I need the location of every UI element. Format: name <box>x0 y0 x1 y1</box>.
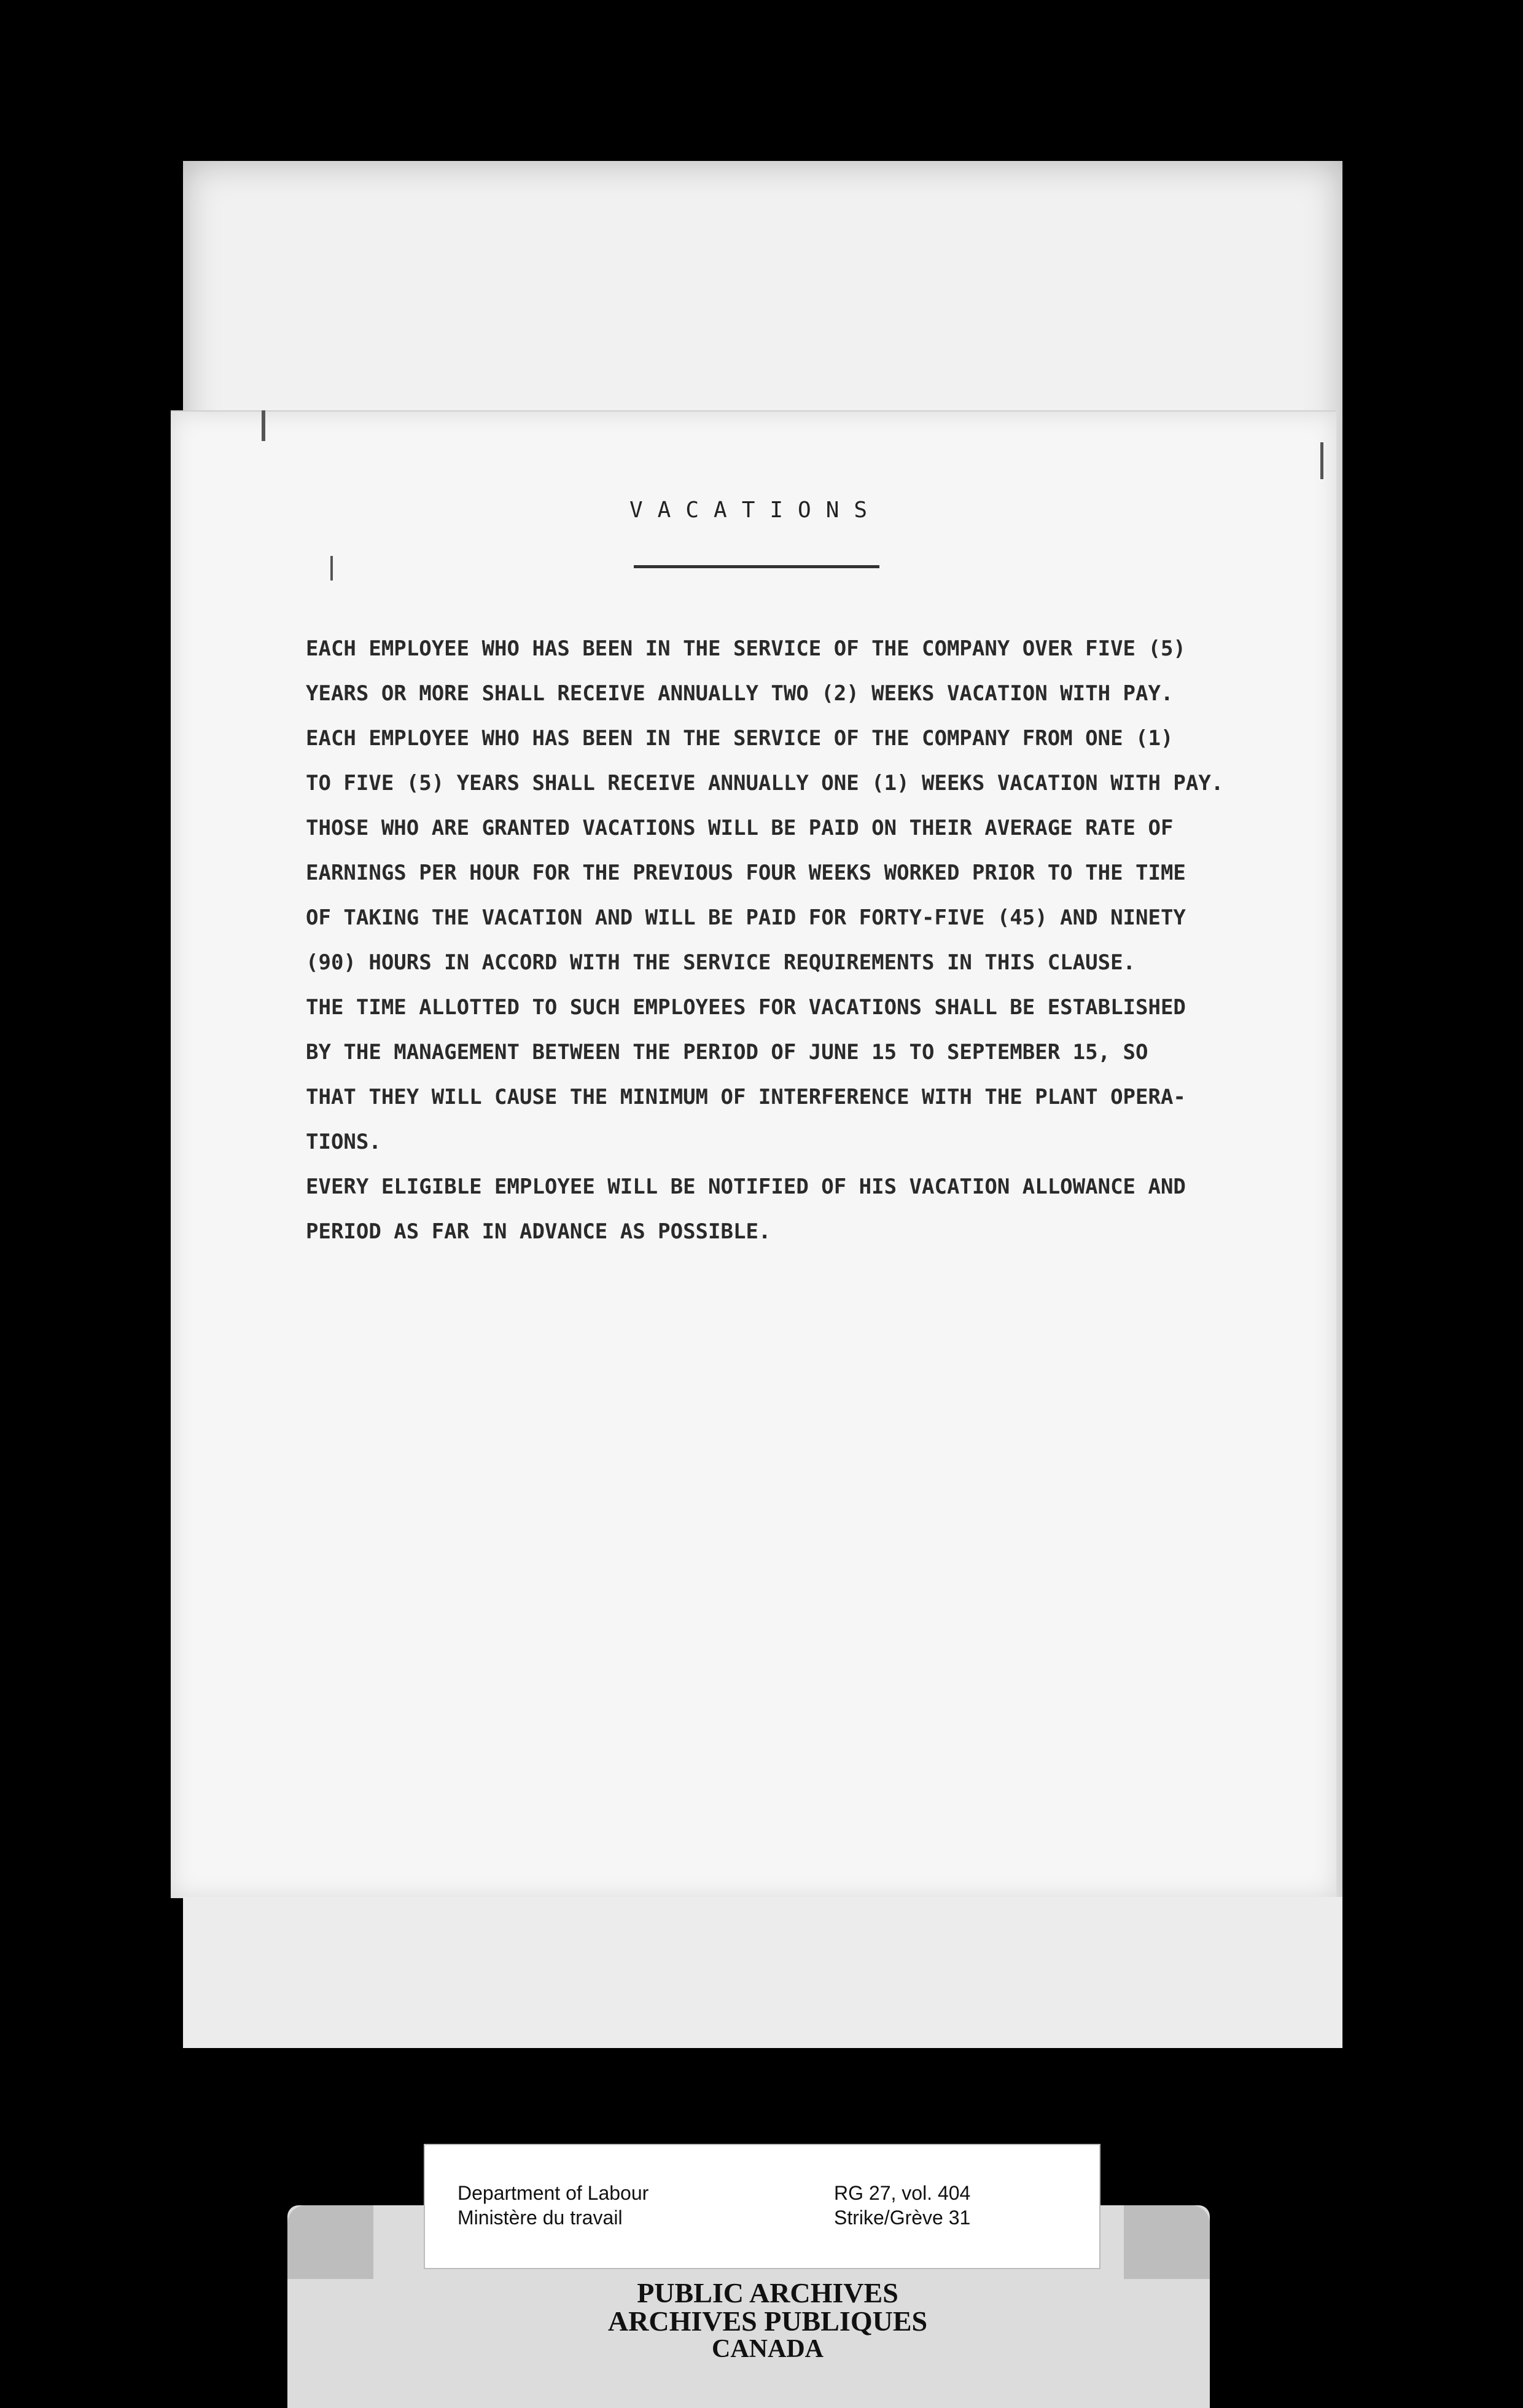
paragraph-1: EACH EMPLOYEE WHO HAS BEEN IN THE SERVICE OF THE COMPANY OVER FIVE (5) YEARS OR MORE SHALL RECEIVE ANNUALLY TWO (2) WEEKS VACATION WITH PAY. <box>306 636 1186 706</box>
paragraph-4: THE TIME ALLOTTED TO SUCH EMPLOYEES FOR VACATIONS SHALL BE ESTABLISHED BY THE MANAGEMENT BETWEEN THE PERIOD OF JUNE 15 TO SEPTEMBER 15, SO THAT THEY WILL CAUSE THE MINIMUM OF INTERFERENCE WITH THE PLANT OPERA- TIONS. <box>306 995 1186 1154</box>
document-title: VACATIONS <box>629 498 882 523</box>
label-department-en: Department of Labour <box>458 2182 649 2204</box>
scan-mark <box>330 556 333 580</box>
paragraph-3: THOSE WHO ARE GRANTED VACATIONS WILL BE PAID ON THEIR AVERAGE RATE OF EARNINGS PER HOUR FOR THE PREVIOUS FOUR WEEKS WORKED PRIOR TO THE TIME OF TAKING THE VACATION AND WILL BE PAID FOR FORTY-FIVE (45) AND NINETY (90) HOURS IN ACCORD WITH THE SERVICE REQUIREMENTS IN THIS CLAUSE. <box>306 816 1186 975</box>
archives-line-2: ARCHIVES PUBLIQUES <box>607 2305 928 2337</box>
scan-mark <box>1320 442 1323 479</box>
label-department-fr: Ministère du travail <box>458 2207 623 2229</box>
scan-mark <box>262 410 265 441</box>
archives-line-1: PUBLIC ARCHIVES <box>637 2277 898 2308</box>
label-reference: RG 27, vol. 404 <box>834 2182 971 2204</box>
document-body <box>306 627 1313 1254</box>
back-sheet-bottom <box>183 1897 1342 2048</box>
tray-ear-right <box>1124 2205 1210 2279</box>
archives-line-3: CANADA <box>712 2335 824 2363</box>
paragraph-5: EVERY ELIGIBLE EMPLOYEE WILL BE NOTIFIED OF HIS VACATION ALLOWANCE AND PERIOD AS FAR IN ADVANCE AS POSSIBLE. <box>306 1175 1186 1244</box>
title-underline <box>634 565 879 568</box>
label-strike: Strike/Grève 31 <box>834 2207 971 2229</box>
paragraph-2: EACH EMPLOYEE WHO HAS BEEN IN THE SERVICE OF THE COMPANY FROM ONE (1) TO FIVE (5) YEARS SHALL RECEIVE ANNUALLY ONE (1) WEEKS VACATION WITH PAY. <box>306 726 1224 796</box>
tray-ear-left <box>287 2205 373 2279</box>
